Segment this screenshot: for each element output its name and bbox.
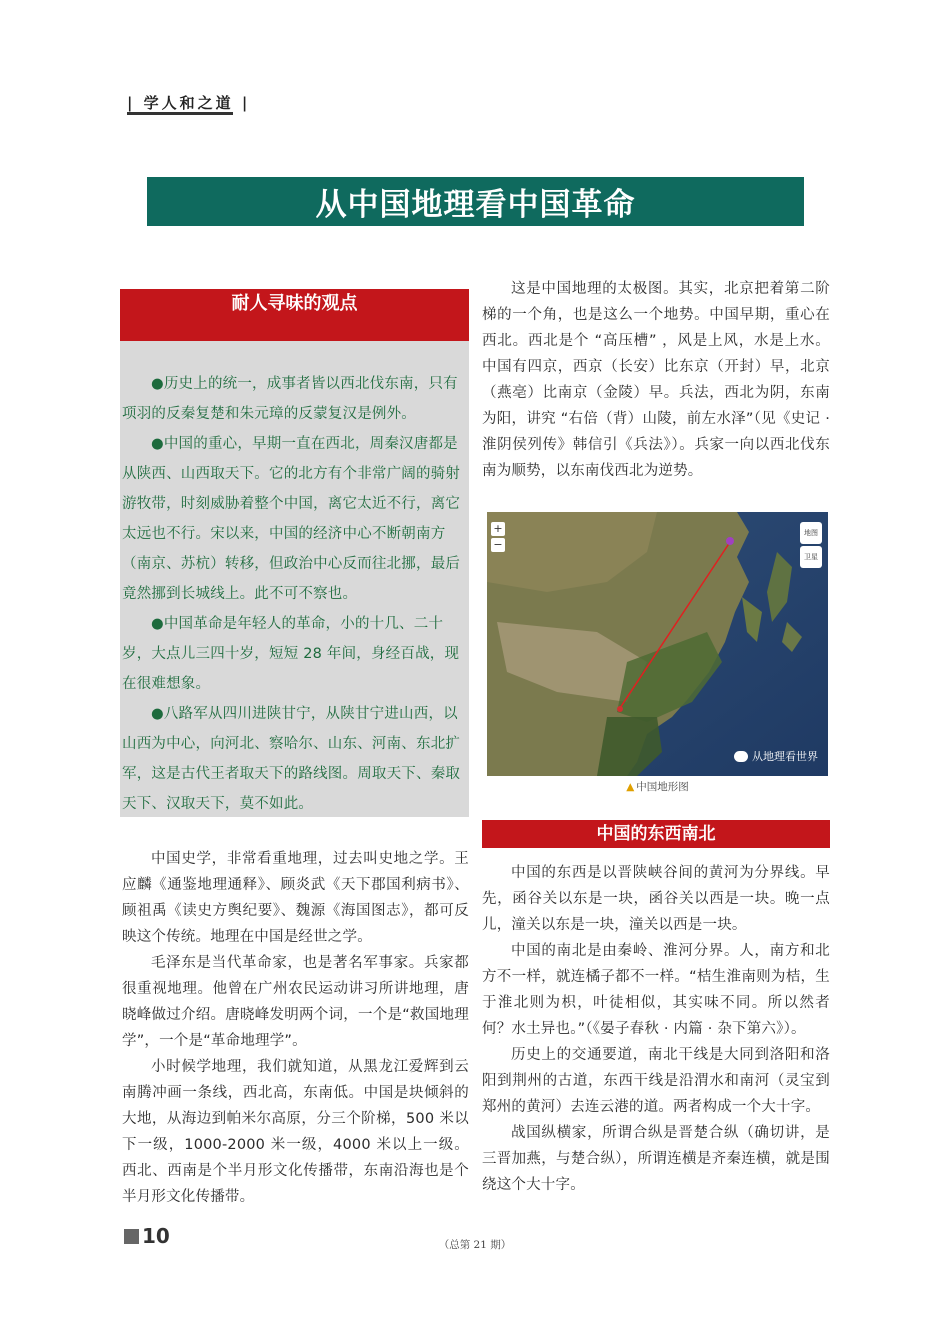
title-banner: [147, 177, 804, 226]
zoom-in-button[interactable]: +: [491, 522, 505, 536]
tengchong-marker: [617, 706, 623, 712]
map-graphic: [487, 512, 828, 776]
right-column-bottom: [482, 860, 830, 1198]
body-paragraph: 毛泽东是当代革命家，也是著名军事家。兵家都很重视地理。他曾在广州农民运动讲习所讲地理，唐晓峰做过介绍。唐晓峰发明两个词，一个是“救国地理学”，一个是“革命地理学”。: [122, 955, 469, 1049]
sidebar-paragraph: ●八路军从四川进陕甘宁，从陕甘宁进山西，以山西为中心，向河北、察哈尔、山东、河南、东北扩军，这是古代王者取天下的路线图。周取天下、秦取天下、汉取天下，莫不如此。: [122, 706, 461, 812]
terrain-map: [487, 512, 828, 776]
caption-triangle-icon: ▲: [626, 781, 635, 793]
article-title: 从中国地理看中国革命: [315, 187, 636, 223]
watermark-text: 从地理看世界: [752, 750, 818, 763]
map-watermark: [734, 748, 818, 764]
section-heading: [482, 820, 830, 848]
body-paragraph: 中国史学，非常看重地理，过去叫史地之学。王应麟《通鉴地理通释》、顾炎武《天下郡国利病书》、顾祖禹《读史方舆纪要》、魏源《海国图志》，都可反映这个传统。地理在中国是经世之学。: [122, 851, 469, 945]
body-paragraph: 这是中国地理的太极图。其实，北京把着第二阶梯的一个角，也是这么一个地势。中国早期，重心在西北。西北是个 “高压槽” ，风是上风，水是上水。中国有四京，西京（长安）比东京（开封）早，北京（燕亳）比南京（金陵）早。兵法，西北为阴，东南为阳，讲究 “右倍（背）山陵，前左水泽”（见《史记 · 淮阴侯列传》韩信引《兵法》）。兵家一向以西北伐东南为顺势，以东南伐西北为逆势。: [482, 281, 830, 479]
body-paragraph: 中国的东西是以晋陕峡谷间的黄河为分界线。早先，函谷关以东是一块，函谷关以西是一块。晚一点儿，潼关以东是一块，潼关以西是一块。: [482, 865, 830, 933]
section-heading-text: 中国的东西南北: [596, 824, 716, 844]
sidebar-paragraph: ●中国革命是年轻人的革命，小的十几、二十岁，大点儿三四十岁，短短 28 年间，身经百战，现在很难想象。: [122, 616, 460, 692]
sidebar-box: [120, 341, 469, 817]
body-paragraph: 中国的南北是由秦岭、淮河分界。人，南方和北方不一样，就连橘子都不一样。“桔生淮南则为桔，生于淮北则为枳，叶徒相似，其实味不同。所以然者何？水土异也。”（《晏子春秋 · 内篇 · 杂下第六》）。: [482, 943, 830, 1037]
zoom-out-button[interactable]: −: [491, 538, 505, 552]
satellite-type-button[interactable]: 卫星: [800, 546, 822, 568]
section-tag: | 学人和之道 |: [127, 94, 251, 112]
left-column: [122, 846, 469, 1210]
map-type-button[interactable]: 地图: [800, 522, 822, 544]
issue-number: （总第 21 期）: [438, 1239, 512, 1251]
right-column-top: [482, 276, 830, 484]
body-paragraph: 历史上的交通要道，南北干线是大同到洛阳和洛阳到荆州的古道，东西干线是沿渭水和南河（灵宝到郑州的黄河）去连云港的道。两者构成一个大十字。: [482, 1047, 830, 1115]
body-paragraph: 小时候学地理，我们就知道，从黑龙江爱辉到云南腾冲画一条线，西北高，东南低。中国是块倾斜的大地，从海边到帕米尔高原，分三个阶梯，500 米以下一级，1000-2000 米一级，4000 米以上一级。西北、西南是个半月形文化传播带，东南沿海也是个半月形文化传播带。: [122, 1059, 469, 1205]
sidebar-paragraph: ●历史上的统一，成事者皆以西北伐东南，只有项羽的反秦复楚和朱元璋的反蒙复汉是例外。: [122, 376, 458, 422]
page-number-text: 10: [142, 1224, 170, 1248]
wechat-icon: [734, 751, 748, 762]
body-paragraph: 战国纵横家，所谓合纵是晋楚合纵（确切讲，是三晋加燕，与楚合纵），所谓连横是齐秦连横，就是围绕这个大十字。: [482, 1125, 830, 1193]
sidebar-heading: [120, 289, 469, 341]
caption-text: 中国地形图: [636, 781, 689, 793]
sidebar-heading-text: 耐人寻味的观点: [231, 293, 358, 314]
sidebar-paragraph: ●中国的重心，早期一直在西北，周秦汉唐都是从陕西、山西取天下。它的北方有个非常广阔的骑射游牧带，时刻威胁着整个中国，离它太近不行，离它太远也不行。宋以来，中国的经济中心不断朝南方（南京、苏杭）转移，但政治中心反而往北挪，最后竟然挪到长城线上。此不可不察也。: [122, 436, 461, 602]
section-tag-underline: [127, 112, 233, 115]
map-caption: [487, 779, 828, 794]
aihui-marker: [726, 537, 734, 545]
